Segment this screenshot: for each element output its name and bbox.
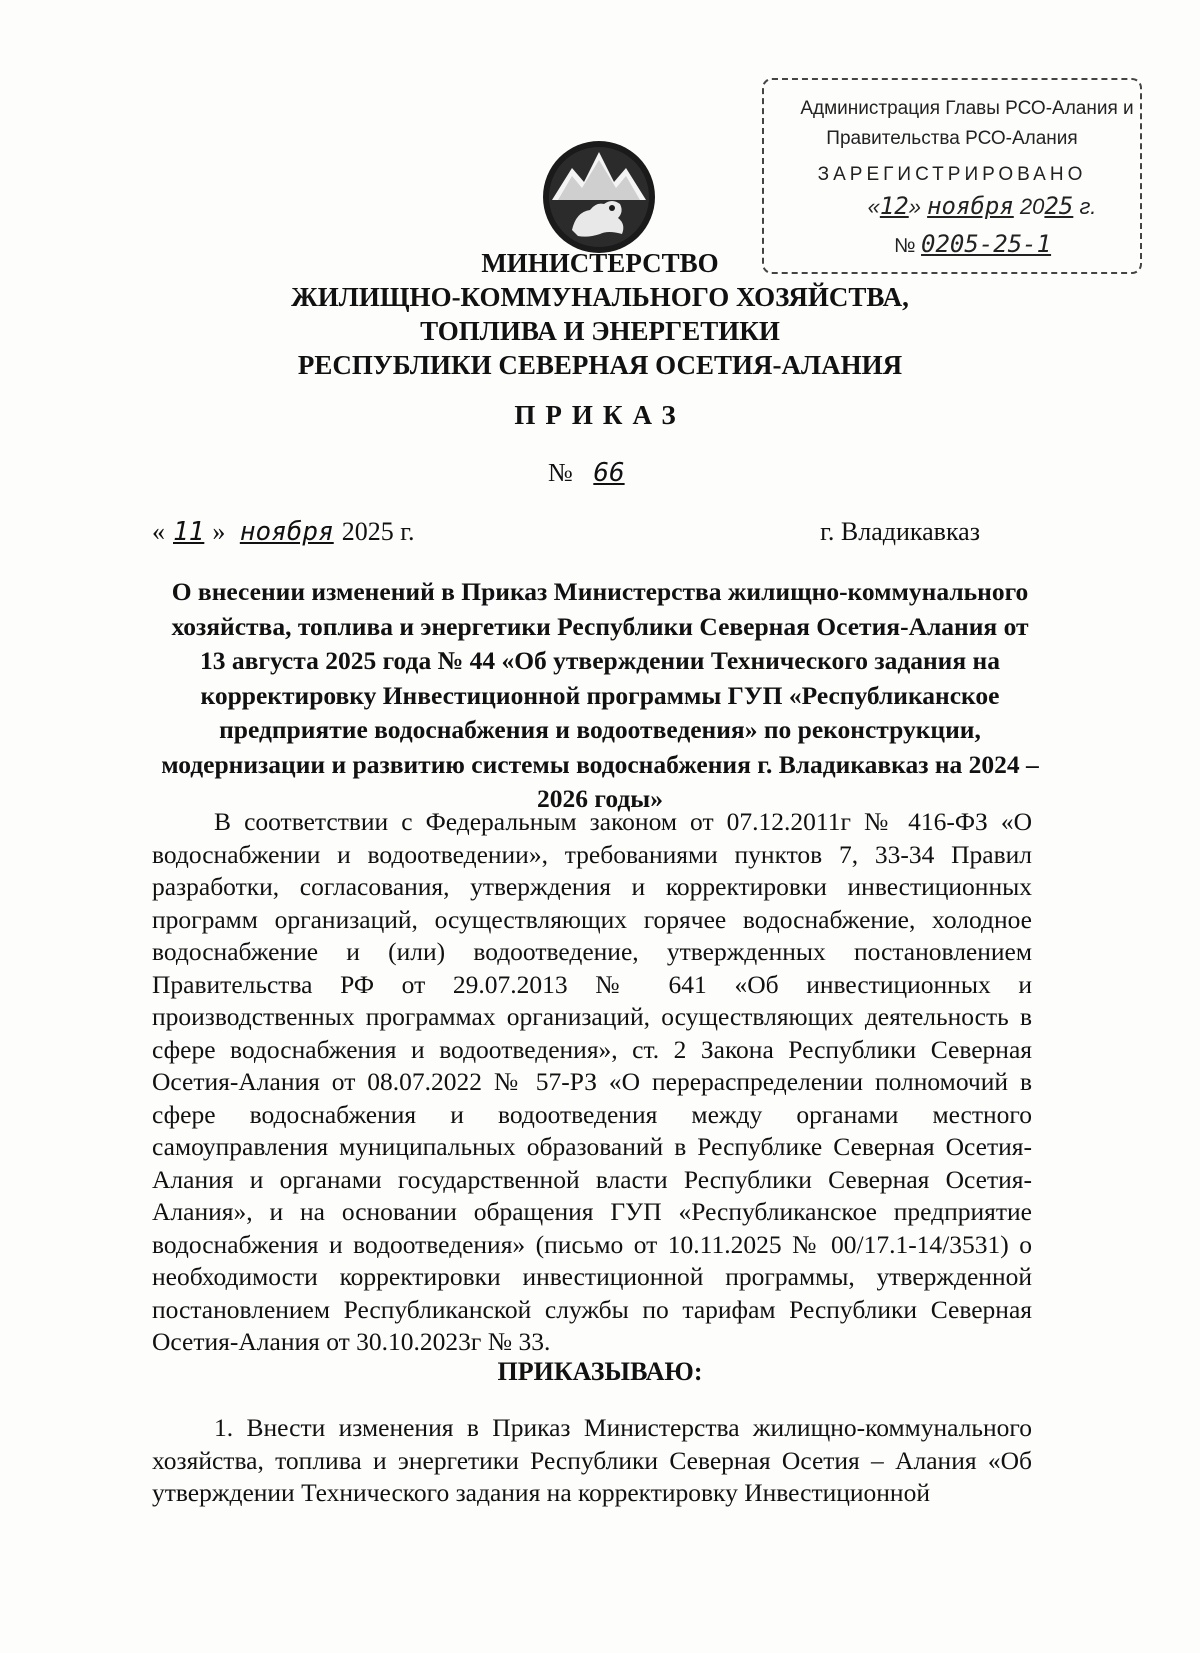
stamp-date-month: ноября <box>927 192 1014 220</box>
preamble-paragraph: В соответствии с Федеральным законом от 07.12.2011г № 416-ФЗ «О водоснабжении и водоотведении», требованиями пунктов 7, 33-34 Правил разработки, согласования, утверждения и корректировки инвестиционных программ организаций, осуществляющих горячее водоснабжение, холодное водоснабжение и (или) водоотведение, утвержденных постановлением Правительства РФ от 29.07.2013 № 641 «Об инвестиционных и производственных программах организаций, осуществляющих деятельность в сфере водоснабжения и водоотведения», ст. 2 Закона Республики Северная Осетия-Алания от 08.07.2022 № 57-РЗ «О перераспределении полномочий в сфере водоснабжения и водоотведения между органами местного самоуправления муниципальных образований в Республике Северная Осетия-Алания и органами государственной власти Республики Северная Осетия-Алания», и на основании обращения ГУП «Республиканское предприятие водоснабжения и водоотведения» (письмо от 10.11.2025 № 00/17.1-14/3531) о необходимости корректировки инвестиционной программы, утвержденной постановлением Республиканской службы по тарифам Республики Северная Осетия-Алания от 30.10.2023г № 33. <box>152 807 1032 1356</box>
order-date-close: » <box>212 517 226 546</box>
stamp-number-label: № <box>894 235 916 257</box>
order-number-label: № <box>548 458 573 487</box>
header-line-3: ТОПЛИВА И ЭНЕРГЕТИКИ <box>420 316 780 346</box>
ministry-header <box>200 246 1000 382</box>
document-type-title: ПРИКАЗ <box>514 400 686 430</box>
stamp-line-1: Администрация Главы РСО-Алания и <box>800 98 1134 119</box>
stamp-date-day: 12 <box>879 192 909 220</box>
stamp-number-value: 0205-25-1 <box>921 230 1052 258</box>
order-date-year: 2025 г. <box>341 517 415 546</box>
stamp-date-suffix: г. <box>1079 194 1097 219</box>
header-line-2: ЖИЛИЩНО-КОММУНАЛЬНОГО ХОЗЯЙСТВА, <box>291 282 909 312</box>
stamp-line-2: Правительства РСО-Алания <box>826 128 1078 149</box>
order-subject: О внесении изменений в Приказ Министерства жилищно-коммунального хозяйства, топлива и энергетики Республики Северная Осетия-Алания от 13 августа 2025 года № 44 «Об утверждении Технического задания на корректировку Инвестиционной программы ГУП «Республиканское предприятие водоснабжения и водоотведения» по реконструкции, модернизации и развитию системы водоснабжения г. Владикавказ на 2024 – 2026 годы» <box>161 577 1039 813</box>
order-date-month: ноября <box>239 517 334 547</box>
order-date <box>152 517 414 547</box>
order-date-day: 11 <box>173 517 205 547</box>
coat-of-arms-icon <box>538 138 660 256</box>
stamp-date-year-prefix: 20 <box>1019 194 1045 219</box>
item-1-paragraph: 1. Внести изменения в Приказ Министерства жилищно-коммунального хозяйства, топлива и энергетики Республики Северная Осетия – Алания «Об утверждении Технического задания на корректировку Инвестиционной <box>152 1413 1032 1507</box>
registration-stamp <box>762 78 1142 274</box>
order-number-value: 66 <box>593 458 625 488</box>
header-line-4: РЕСПУБЛИКИ СЕВЕРНАЯ ОСЕТИЯ-АЛАНИЯ <box>297 350 903 380</box>
header-line-1: МИНИСТЕРСТВО <box>481 248 719 278</box>
stamp-registered: ЗАРЕГИСТРИРОВАНО <box>817 164 1087 185</box>
stamp-date: «12» ноября 2025 г. <box>867 192 1097 220</box>
order-city: г. Владикавказ <box>820 517 980 546</box>
directive-heading: ПРИКАЗЫВАЮ: <box>497 1357 703 1386</box>
order-number <box>548 458 639 488</box>
order-date-open: « <box>152 517 165 546</box>
stamp-date-year-suffix: 25 <box>1044 192 1074 220</box>
